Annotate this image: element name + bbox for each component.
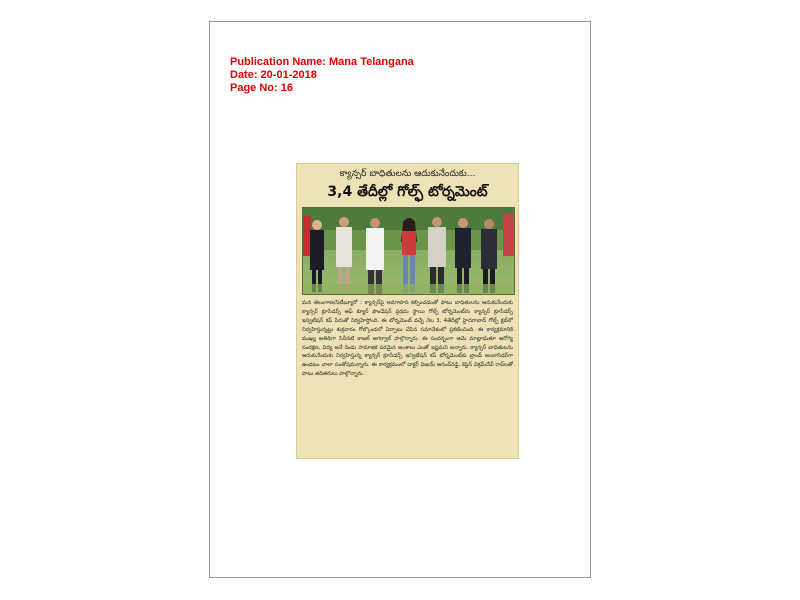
group-photo-illustration xyxy=(303,208,514,294)
publication-meta xyxy=(230,56,414,95)
page-number: Page No: 16 xyxy=(230,82,293,94)
article-headline: 3,4 తేదీల్లో గోల్ఫ్ టోర్నమెంట్ xyxy=(327,184,488,200)
publication-date: Date: 20-01-2018 xyxy=(230,69,317,81)
publication-name: Publication Name: Mana Telangana xyxy=(230,56,414,68)
article-body: మన తెలంగాణ/సిటీబ్యూరో : క్యాన్సర్‌పై అవగాహన కల్పించడంతో పాటు బాధితులను ఆదుకునేందుకు క్యాన్సర్ క్రూసేడర్స్ ఆఫ్ క్యూర్ ఫౌండేషన్ ప్రథమ స్థాయి గోల్ఫ్ టోర్నమెంట్‌ను క్యాన్సర్ క్రూసేడర్స్ ఇన్విటేషన్ కప్ పేరుతో నిర్వహిస్తోంది. ఈ టోర్నమెంట్ వచ్చే నెల 3, 4తేదీల్లో హైదరాబాద్ గోల్ఫ్ క్లబ్‌లో నిర్వహిస్తున్నట్టు శుక్రవారం గోల్కొండలో ఏర్పాటు చేసిన సమావేశంలో ప్రకటించింది. ఈ కార్యక్రమానికి ముఖ్య అతిథిగా సినీనటి కాజల్ అగర్వాల్ పాల్గొన్నారు. ఈ సందర్భంగా ఆమె మాట్లాడుతూ ఆరోగ్య సంరక్షణ, విద్య అనే రెండు సామాజిక పరమైన అంశాలు ఎంతో ఇష్టమని అన్నారు. క్యాన్సర్ బాధితులను ఆదుకునేందుకు నిర్వహిస్తున్న క్యాన్సర్ క్రూసేడర్స్ ఇన్విటేషన్ కప్ టోర్నమెంట్‌కు బ్రాండ్ అంబాసిడర్‌గా ఉండటం చాలా సంతోషమన్నారు. ఈ కార్యక్రమంలో డాక్టర్ విజయ్ ఆనంద్‌రెడ్డి, కెప్టెన్ విక్రమ్‌దేవ్ రావ్‌లతో పాటు తదితరులు పాల్గొన్నారు. xyxy=(302,300,513,378)
newspaper-clipping-page xyxy=(209,21,591,578)
article-photo xyxy=(302,207,515,295)
article-clipping xyxy=(296,163,519,459)
article-kicker: క్యాన్సర్ బాధితులను ఆదుకునేందుకు... xyxy=(339,169,476,179)
